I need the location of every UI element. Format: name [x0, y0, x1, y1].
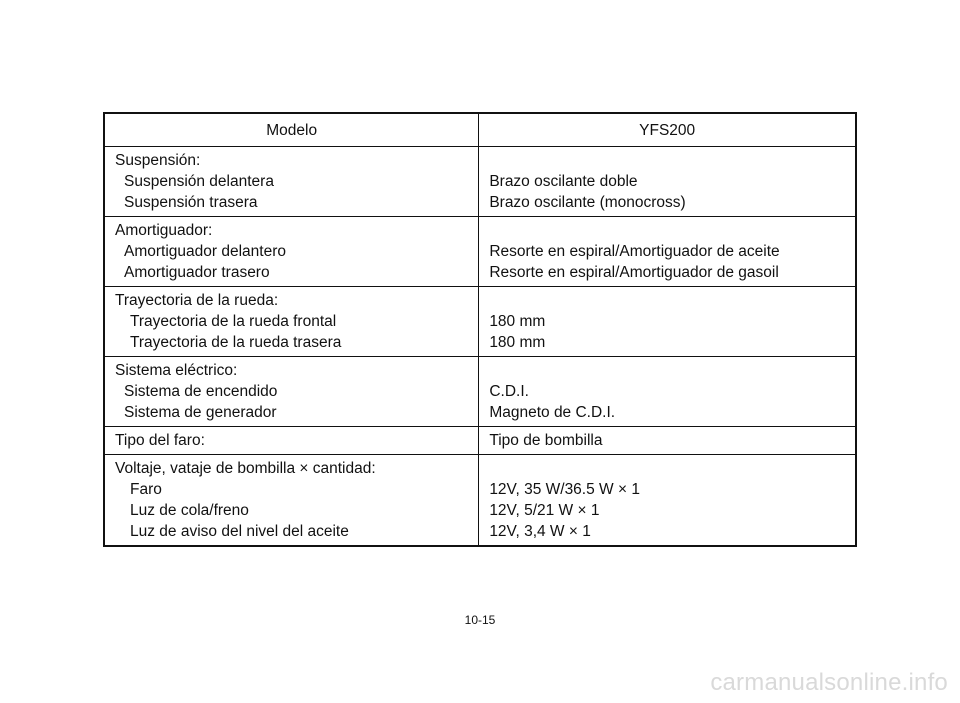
row-item-label: Sistema de encendido — [124, 383, 278, 400]
specifications-table — [103, 112, 857, 547]
row-item-label: Sistema de generador — [124, 404, 277, 421]
row-item-value: Resorte en espiral/Amortiguador de gasoil — [489, 264, 779, 281]
row-label-cell — [104, 455, 479, 547]
row-value-cell — [479, 357, 856, 427]
row-label-cell — [104, 217, 479, 287]
row-label-cell — [104, 147, 479, 217]
row-item-label: Amortiguador delantero — [124, 243, 286, 260]
table-row-suspension — [104, 147, 856, 217]
row-label-cell — [104, 427, 479, 455]
row-heading: Tipo del faro: — [115, 432, 205, 449]
row-item-value: C.D.I. — [489, 383, 529, 400]
row-item-label: Trayectoria de la rueda trasera — [130, 334, 342, 351]
table-row-electrical-system — [104, 357, 856, 427]
table-header-row — [104, 113, 856, 147]
spacer — [489, 290, 845, 311]
row-item-value: Brazo oscilante (monocross) — [489, 194, 686, 211]
row-item-value: 180 mm — [489, 334, 546, 351]
page-number: 10-15 — [464, 613, 496, 627]
row-item-label: Faro — [130, 481, 162, 498]
row-item-value: 12V, 3,4 W × 1 — [489, 523, 591, 540]
row-value-cell — [479, 287, 856, 357]
row-item-label: Luz de cola/freno — [130, 502, 249, 519]
row-item-value: 180 mm — [489, 313, 546, 330]
table-row-wheel-travel — [104, 287, 856, 357]
spacer — [489, 220, 845, 241]
row-item-label: Suspensión delantera — [124, 173, 274, 190]
row-item-value: Brazo oscilante doble — [489, 173, 638, 190]
row-heading: Suspensión: — [115, 152, 201, 169]
row-label-cell — [104, 357, 479, 427]
row-value-cell — [479, 217, 856, 287]
row-value-cell — [479, 427, 856, 455]
row-heading: Voltaje, vataje de bombilla × cantidad: — [115, 460, 376, 477]
row-item-value: 12V, 5/21 W × 1 — [489, 502, 600, 519]
header-model-value: YFS200 — [479, 113, 856, 147]
table-row-shock-absorber — [104, 217, 856, 287]
row-item-label: Amortiguador trasero — [124, 264, 270, 281]
row-label-cell — [104, 287, 479, 357]
table-row-bulb-voltage-wattage — [104, 455, 856, 547]
row-heading: Trayectoria de la rueda: — [115, 292, 279, 309]
spacer — [489, 360, 845, 381]
spacer — [489, 150, 845, 171]
row-item-value: 12V, 35 W/36.5 W × 1 — [489, 481, 640, 498]
table-row-headlight-type — [104, 427, 856, 455]
row-item-label: Suspensión trasera — [124, 194, 258, 211]
watermark: carmanualsonline.info — [710, 669, 948, 696]
header-model-label: Modelo — [104, 113, 479, 147]
row-item-label: Luz de aviso del nivel del aceite — [130, 523, 349, 540]
row-item-value: Resorte en espiral/Amortiguador de aceite — [489, 243, 780, 260]
row-item-label: Trayectoria de la rueda frontal — [130, 313, 337, 330]
spacer — [489, 458, 845, 479]
row-heading: Amortiguador: — [115, 222, 213, 239]
row-item-value: Tipo de bombilla — [489, 432, 603, 449]
row-value-cell — [479, 147, 856, 217]
row-heading: Sistema eléctrico: — [115, 362, 238, 379]
row-item-value: Magneto de C.D.I. — [489, 404, 616, 421]
row-value-cell — [479, 455, 856, 547]
